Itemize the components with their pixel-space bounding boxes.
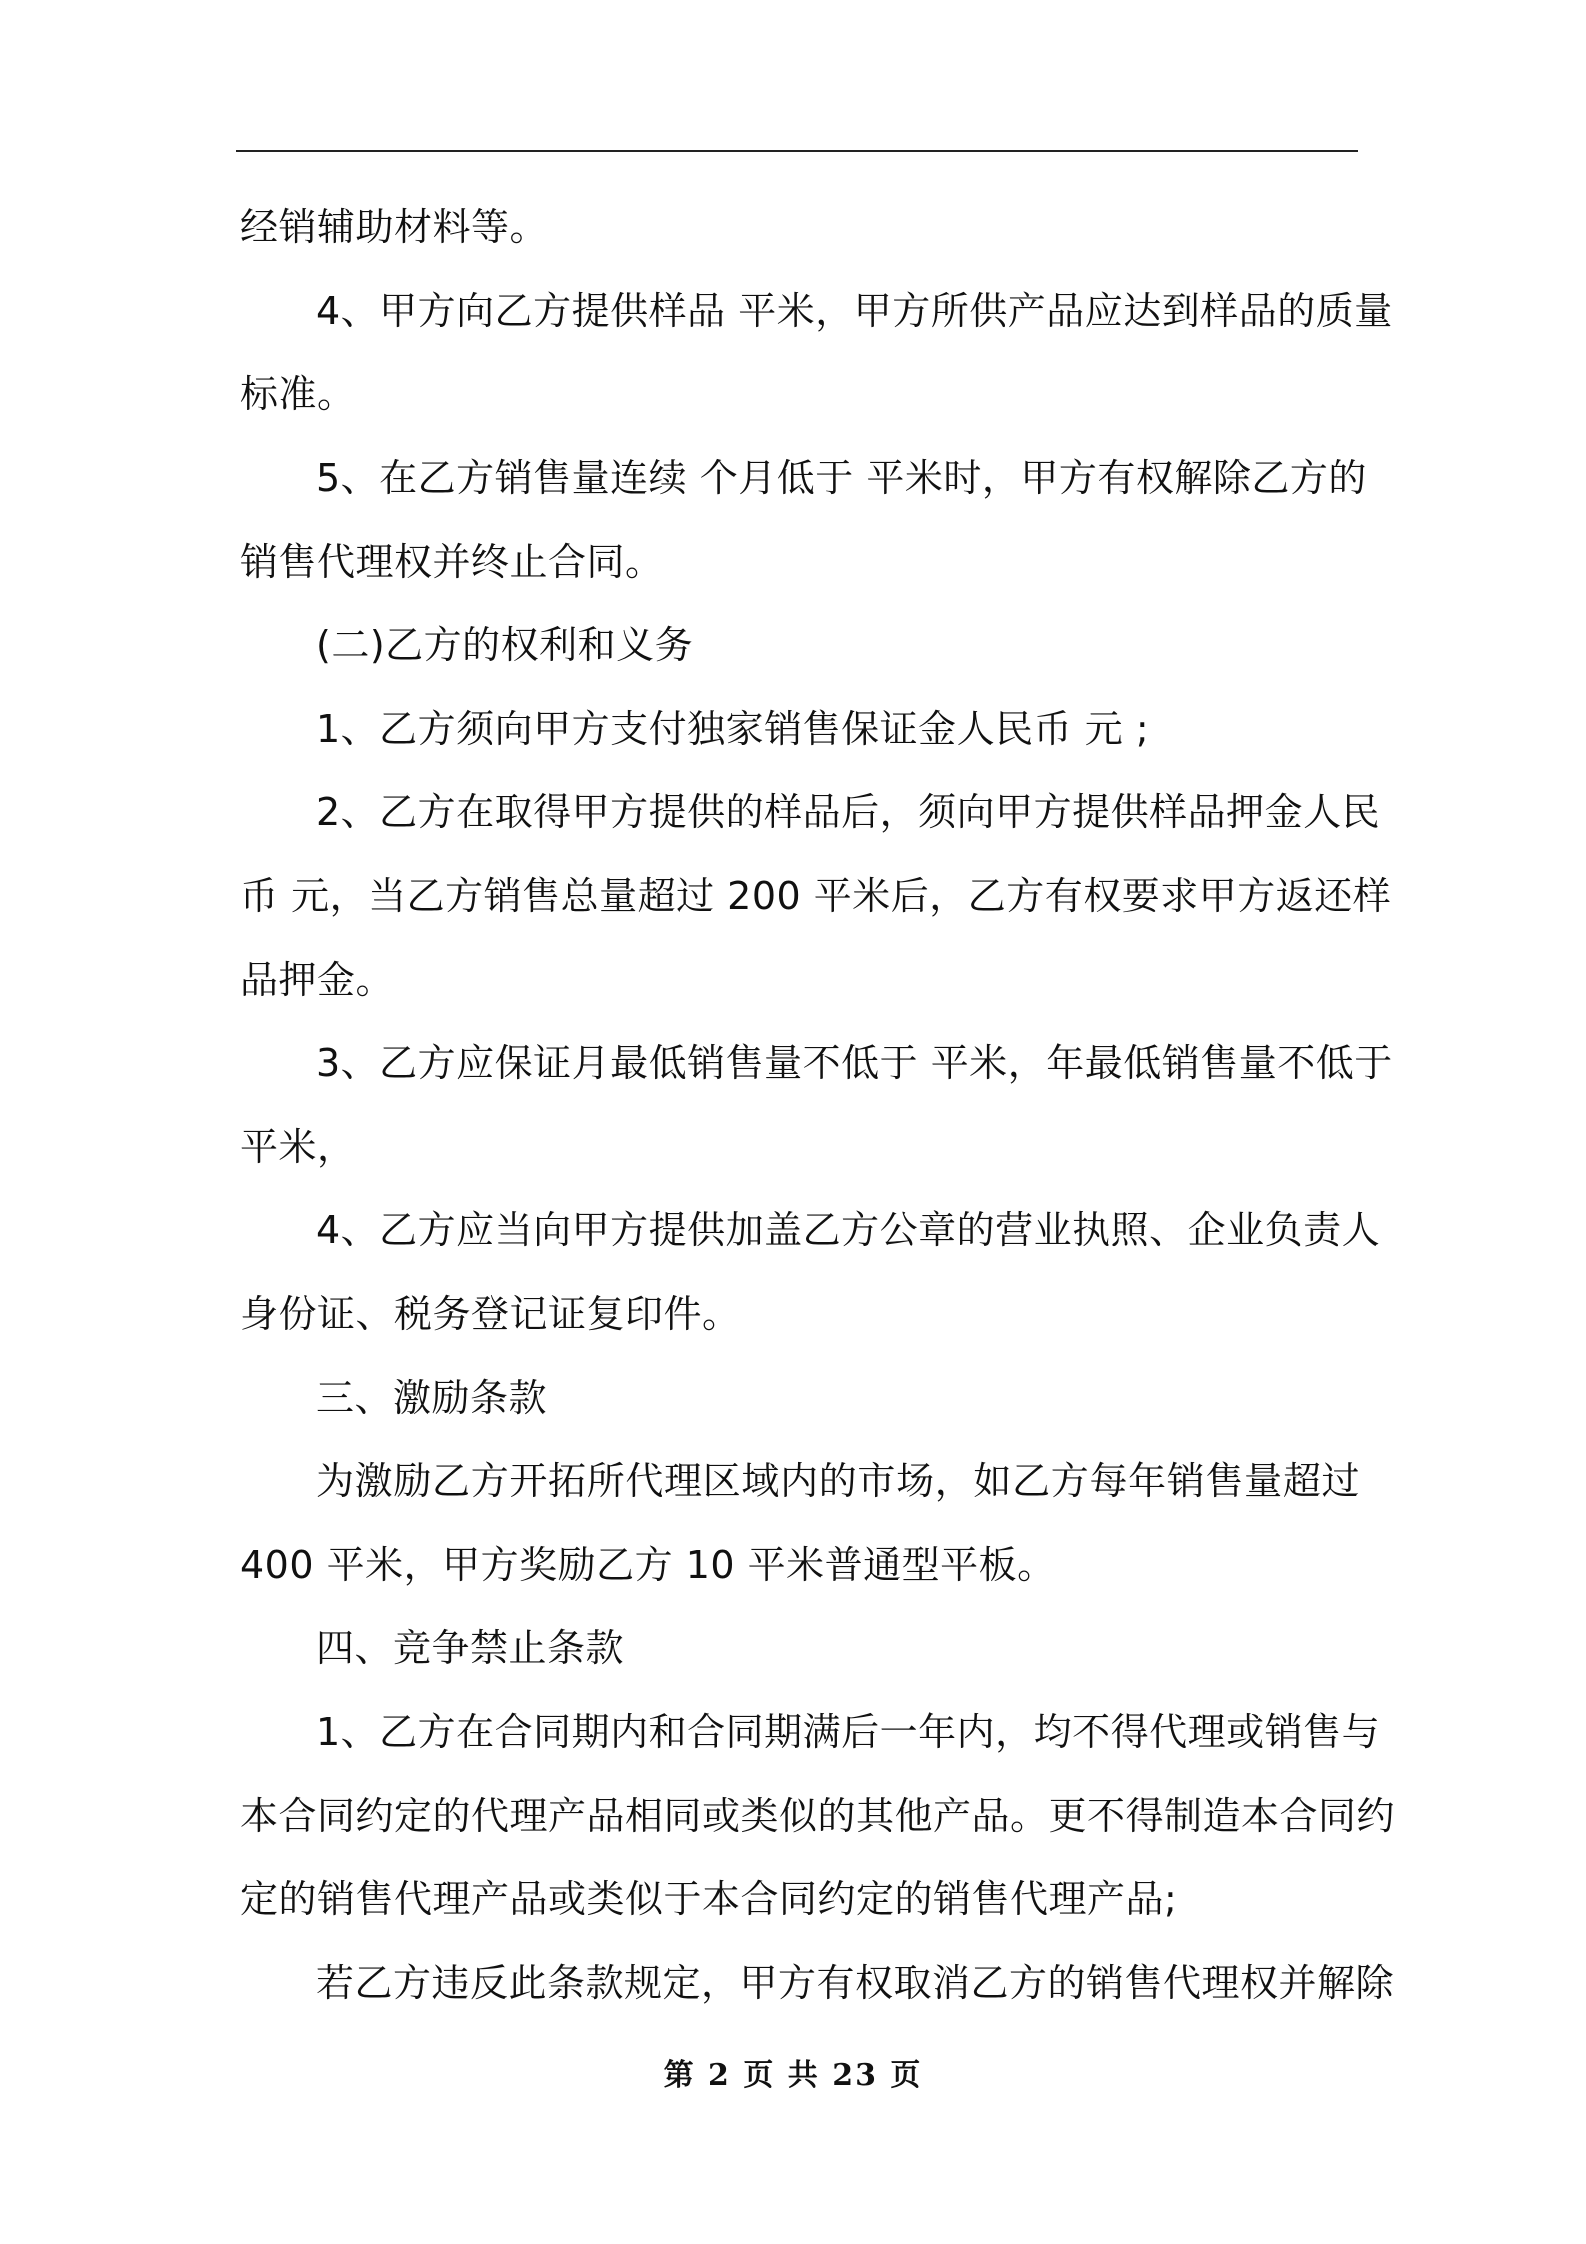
section-heading: 四、竞争禁止条款: [316, 1626, 625, 1670]
text-line: 400 平米，甲方奖励乙方 10 平米普通型平板。: [240, 1543, 1056, 1587]
text-line: 若乙方违反此条款规定，甲方有权取消乙方的销售代理权并解除: [316, 1961, 1395, 2005]
section-heading: (二)乙方的权利和义务: [316, 623, 694, 667]
text-line: 1、乙方须向甲方支付独家销售保证金人民币 元 ;: [316, 707, 1150, 751]
text-line: 定的销售代理产品或类似于本合同约定的销售代理产品;: [240, 1877, 1178, 1921]
text-line: 3、乙方应保证月最低销售量不低于 平米，年最低销售量不低于: [316, 1041, 1393, 1085]
text-line: 本合同约定的代理产品相同或类似的其他产品。更不得制造本合同约: [240, 1794, 1396, 1838]
text-line: 1、乙方在合同期内和合同期满后一年内，均不得代理或销售与: [316, 1710, 1381, 1754]
text-line: 身份证、税务登记证复印件。: [240, 1292, 741, 1336]
text-line: 5、在乙方销售量连续 个月低于 平米时，甲方有权解除乙方的: [316, 456, 1367, 500]
text-line: 4、甲方向乙方提供样品 平米，甲方所供产品应达到样品的质量: [316, 289, 1393, 333]
text-line: 4、乙方应当向甲方提供加盖乙方公章的营业执照、企业负责人: [316, 1208, 1381, 1252]
text-line: 标准。: [240, 372, 356, 416]
text-line: 平米，: [240, 1125, 356, 1169]
text-line: 品押金。: [240, 958, 395, 1002]
text-line: 为激励乙方开拓所代理区域内的市场，如乙方每年销售量超过: [316, 1459, 1360, 1503]
text-line: 币 元，当乙方销售总量超过 200 平米后，乙方有权要求甲方返还样: [240, 874, 1392, 918]
section-heading: 三、激励条款: [316, 1376, 548, 1420]
text-line: 2、乙方在取得甲方提供的样品后，须向甲方提供样品押金人民: [316, 790, 1381, 834]
header-rule: [236, 150, 1358, 152]
text-line: 经销辅助材料等。: [240, 205, 549, 249]
text-line: 销售代理权并终止合同。: [240, 540, 664, 584]
page-number: 第 2 页 共 23 页: [663, 2058, 923, 2093]
